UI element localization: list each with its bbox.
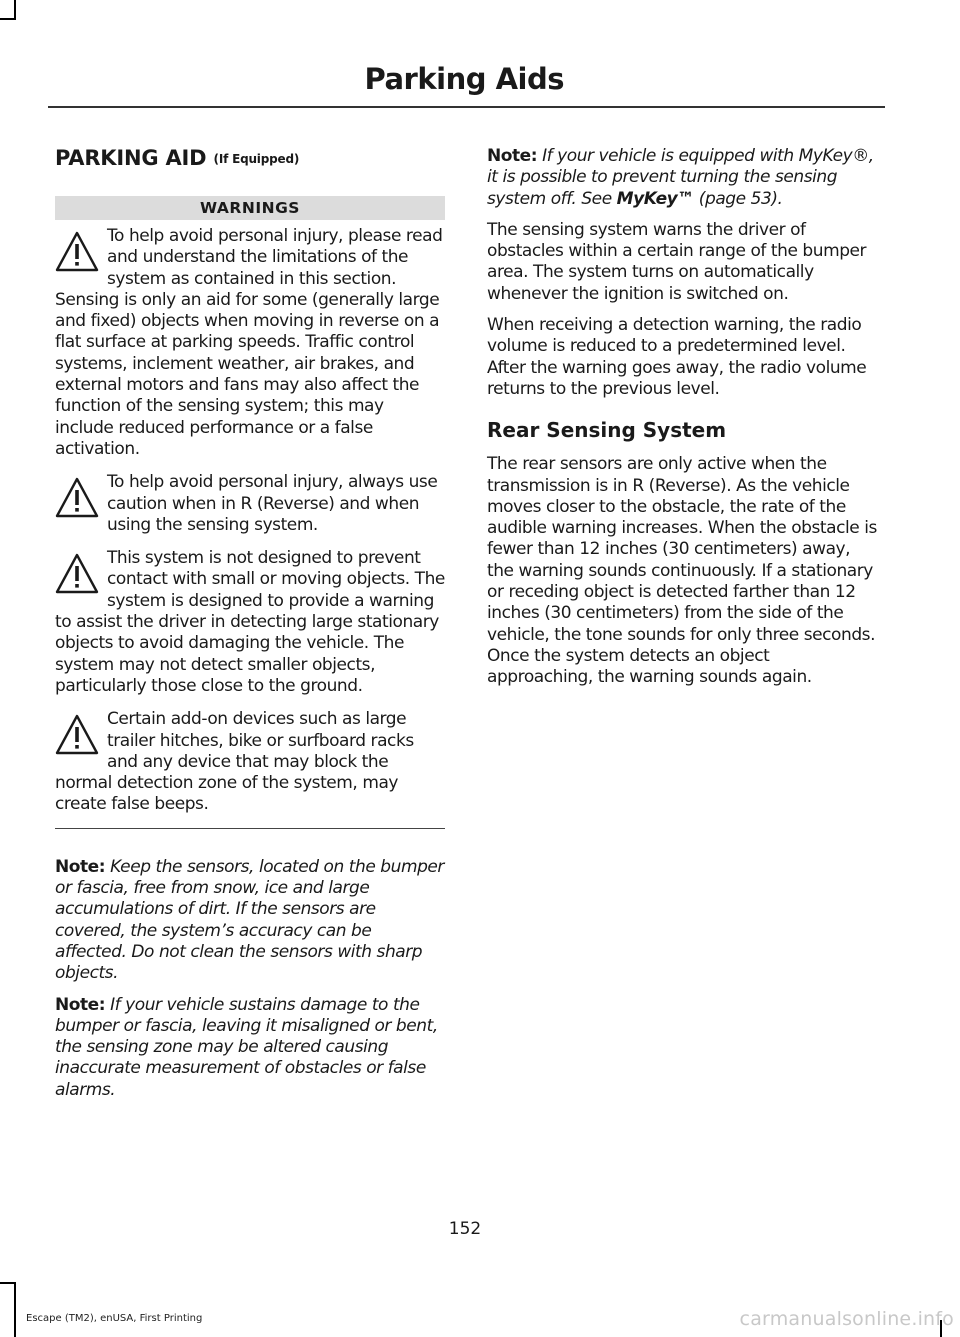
rear-sensing-paragraph: The rear sensors are only active when the transmission is in R (Reverse). As the vehicle moves closer to the obstacle, the rate of the audible warning increases. When the obstacle is fewer than 12 inches (30 centimeters) away, the warning sounds continuously. If a stationary or receding object is detected farther than 12 inches (30 centimeters) from the side of the vehicle, the tone sounds for only three seconds. Once the system detects an object approaching, the warning sounds again. <box>487 454 877 688</box>
note-bumper-damage <box>55 995 445 1101</box>
warning-triangle-icon <box>55 230 99 274</box>
note-text: Keep the sensors, located on the bumper or fascia, free from snow, ice and large accumulations of dirt. If the sensors are covered, the system’s accuracy can be affected. Do not clean the sensors with sharp objects. <box>55 856 444 984</box>
note-sensors-clean <box>55 857 445 985</box>
page-header-title: Parking Aids <box>364 62 564 96</box>
note-label: Note: <box>55 994 106 1015</box>
rear-sensing-heading: Rear Sensing System <box>487 418 727 443</box>
warnings-heading: WARNINGS <box>55 196 445 220</box>
note-text: If your vehicle sustains damage to the bumper or fascia, leaving it misaligned or bent, the sensing zone may be altered causing inaccurate measurement of obstacles or false alarms. <box>55 994 438 1100</box>
crop-mark <box>14 0 16 20</box>
page-number: 152 <box>448 1219 482 1239</box>
warning-text: To help avoid personal injury, please read and understand the limitations of the system as contained in this section. Sensing is only an aid for some (generally large and fixed) objects when moving in reverse on a flat surface at parking speeds. Traffic control systems, inclement weather, air brakes, and external motors and fans may also affect the function of the sensing system; this may include reduced performance or a false activation. <box>55 226 443 459</box>
warning-triangle-icon <box>55 552 99 596</box>
warning-item <box>55 548 445 697</box>
warning-item <box>55 472 445 536</box>
footer-edition: Escape (TM2), enUSA, First Printing <box>26 1313 203 1324</box>
page-reference: (page 53). <box>698 188 783 209</box>
note-label: Note: <box>487 146 538 166</box>
crop-mark <box>0 18 16 20</box>
header-divider <box>48 106 885 108</box>
warnings-end-divider <box>55 828 445 829</box>
section-title-text: PARKING AID <box>55 146 207 170</box>
warning-item <box>55 709 445 815</box>
warning-text: To help avoid personal injury, always use caution when in R (Reverse) and when using the sensing system. <box>107 472 438 535</box>
section-title <box>55 146 445 170</box>
paragraph: When receiving a detection warning, the radio volume is reduced to a predetermined level. After the warning goes away, the radio volume returns to the previous level. <box>487 315 867 399</box>
warning-triangle-icon <box>55 713 99 757</box>
paragraph: The sensing system warns the driver of obstacles within a certain range of the bumper area. The system turns on automatically whenever the ignition is switched on. <box>487 219 867 304</box>
watermark: carmanualsonline.info <box>739 1308 954 1330</box>
warning-item <box>55 226 445 460</box>
warning-text: Certain add-on devices such as large trailer hitches, bike or surfboard racks and any device that may block the normal detection zone of the system, may create false beeps. <box>55 709 414 815</box>
right-column <box>487 146 879 699</box>
warning-triangle-icon <box>55 476 99 520</box>
crop-mark <box>0 1282 16 1284</box>
note-label: Note: <box>55 856 106 877</box>
left-column <box>55 146 445 1111</box>
warning-text: This system is not designed to prevent contact with small or moving objects. The system is designed to provide a warning to assist the driver in detecting large stationary objects to avoid damaging the vehicle. The system may not detect smaller objects, particularly those close to the ground. <box>55 548 445 696</box>
note-text: If your vehicle is equipped with MyKey®, it is possible to prevent turning the sensing system off. See <box>487 146 874 209</box>
section-qualifier: (If Equipped) <box>213 152 300 166</box>
crop-mark <box>14 1282 16 1337</box>
note-mykey <box>487 146 879 210</box>
mykey-cross-reference-link[interactable]: MyKey™ <box>616 188 694 209</box>
